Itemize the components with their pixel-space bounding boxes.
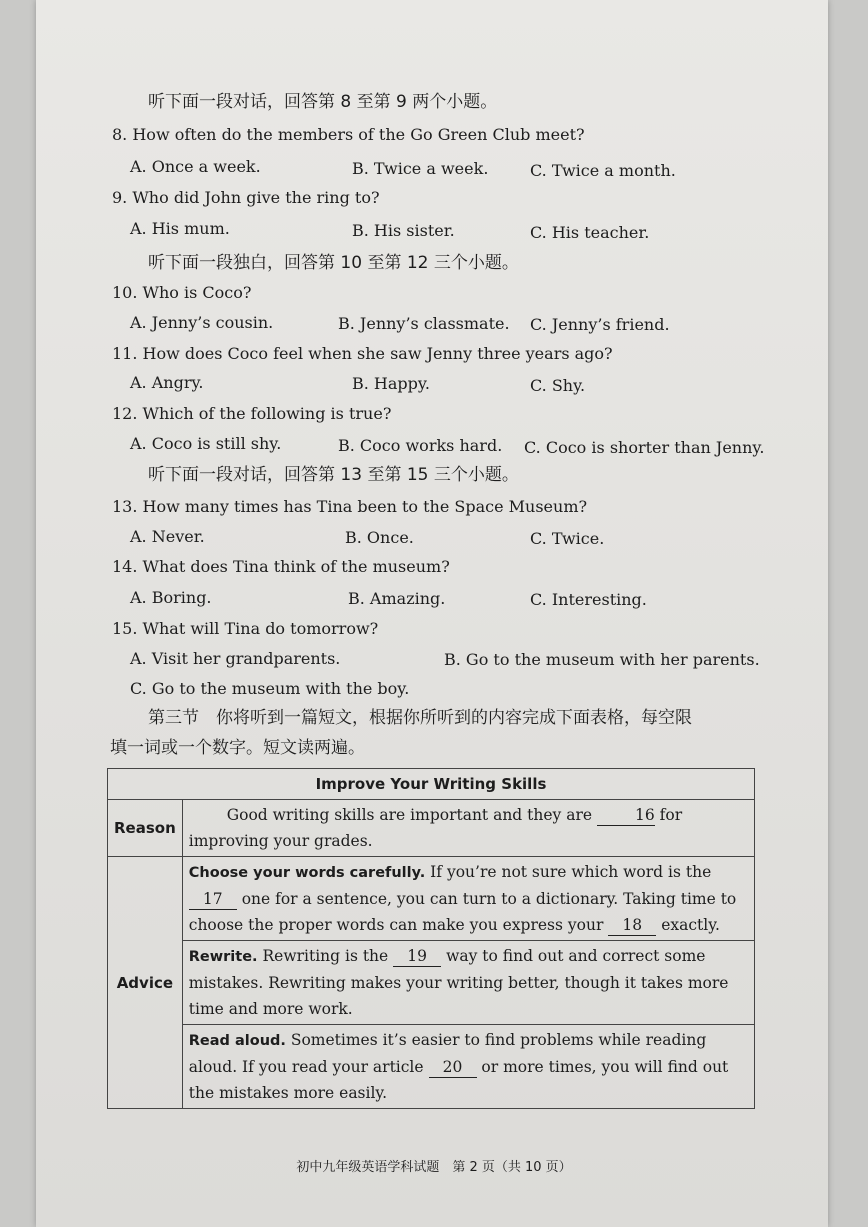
option-15a: A. Visit her grandparents. <box>130 649 341 668</box>
question-10: 10. Who is Coco? <box>112 283 252 302</box>
read-aloud-cell <box>182 1025 754 1109</box>
option-11a: A. Angry. <box>130 373 204 392</box>
question-11: 11. How does Coco feel when she saw Jenny three years ago? <box>112 344 613 363</box>
page-footer: 初中九年级英语学科试题 第 2 页（共 10 页） <box>296 1160 572 1175</box>
read-aloud-text-1: Sometimes it’s easier to find problems while reading aloud. If you read your article <box>188 1031 707 1076</box>
option-12a: A. Coco is still shy. <box>130 434 282 453</box>
option-12c: C. Coco is shorter than Jenny. <box>524 438 765 457</box>
option-14c: C. Interesting. <box>530 590 647 609</box>
blank-16[interactable]: 16 <box>597 806 655 826</box>
choose-words-text-1: If you’re not sure which word is the <box>425 863 712 881</box>
option-14a: A. Boring. <box>130 588 212 607</box>
section3-instruction-line2: 填一词或一个数字。短文读两遍。 <box>110 738 365 758</box>
choose-words-lead: Choose your words carefully. <box>188 865 426 881</box>
option-13c: C. Twice. <box>530 529 605 548</box>
question-8: 8. How often do the members of the Go Green Club meet? <box>112 125 585 144</box>
option-14b: B. Amazing. <box>348 589 446 608</box>
instruction-10-12: 听下面一段独白，回答第 10 至第 12 三个小题。 <box>148 253 519 273</box>
option-11b: B. Happy. <box>352 374 430 393</box>
option-10a: A. Jenny’s cousin. <box>130 313 274 332</box>
option-15c: C. Go to the museum with the boy. <box>130 679 410 698</box>
reason-text-2: for improving your grades. <box>188 806 683 850</box>
choose-words-text-2: one for a sentence, you can turn to a dictionary. Taking time to choose the proper words can make you express your <box>188 890 737 934</box>
option-13b: B. Once. <box>345 528 414 547</box>
option-9a: A. His mum. <box>130 219 230 238</box>
option-8b: B. Twice a week. <box>352 159 489 178</box>
option-8c: C. Twice a month. <box>530 161 676 180</box>
writing-skills-table <box>107 768 755 1109</box>
option-9c: C. His teacher. <box>530 223 650 242</box>
blank-17[interactable]: 17 <box>189 890 237 910</box>
question-14: 14. What does Tina think of the museum? <box>112 557 450 576</box>
blank-19[interactable]: 19 <box>393 947 441 967</box>
option-10b: B. Jenny’s classmate. <box>338 314 510 333</box>
question-12: 12. Which of the following is true? <box>112 404 392 423</box>
option-12b: B. Coco works hard. <box>338 436 503 455</box>
advice-label: Advice <box>108 857 183 1109</box>
read-aloud-lead: Read aloud. <box>188 1033 286 1049</box>
table-title: Improve Your Writing Skills <box>108 769 755 800</box>
question-9: 9. Who did John give the ring to? <box>112 188 380 207</box>
instruction-8-9: 听下面一段对话，回答第 8 至第 9 两个小题。 <box>148 92 498 112</box>
choose-words-text-3: exactly. <box>656 916 720 934</box>
instruction-13-15: 听下面一段对话，回答第 13 至第 15 三个小题。 <box>148 465 519 485</box>
option-8a: A. Once a week. <box>130 157 261 176</box>
reason-label: Reason <box>108 800 183 857</box>
reason-text-1: Good writing skills are important and they are <box>226 806 593 824</box>
option-15b: B. Go to the museum with her parents. <box>444 650 760 669</box>
read-aloud-text-2: or more times, you will find out the mistakes more easily. <box>188 1058 729 1102</box>
option-9b: B. His sister. <box>352 221 455 240</box>
rewrite-lead: Rewrite. <box>188 949 258 965</box>
option-13a: A. Never. <box>130 527 205 546</box>
question-15: 15. What will Tina do tomorrow? <box>112 619 379 638</box>
choose-words-cell <box>182 857 754 941</box>
reason-cell <box>182 800 754 857</box>
option-10c: C. Jenny’s friend. <box>530 315 670 334</box>
rewrite-cell <box>182 941 754 1025</box>
option-11c: C. Shy. <box>530 376 586 395</box>
question-13: 13. How many times has Tina been to the Space Museum? <box>112 497 588 516</box>
rewrite-text-2: way to find out and correct some mistakes. Rewriting makes your writing better, though it takes more time and more work. <box>188 947 729 1018</box>
section3-instruction-line1: 第三节 你将听到一篇短文，根据你所听到的内容完成下面表格，每空限 <box>148 708 692 728</box>
rewrite-text-1: Rewriting is the <box>257 947 394 965</box>
blank-20[interactable]: 20 <box>429 1058 477 1078</box>
blank-18[interactable]: 18 <box>608 916 656 936</box>
